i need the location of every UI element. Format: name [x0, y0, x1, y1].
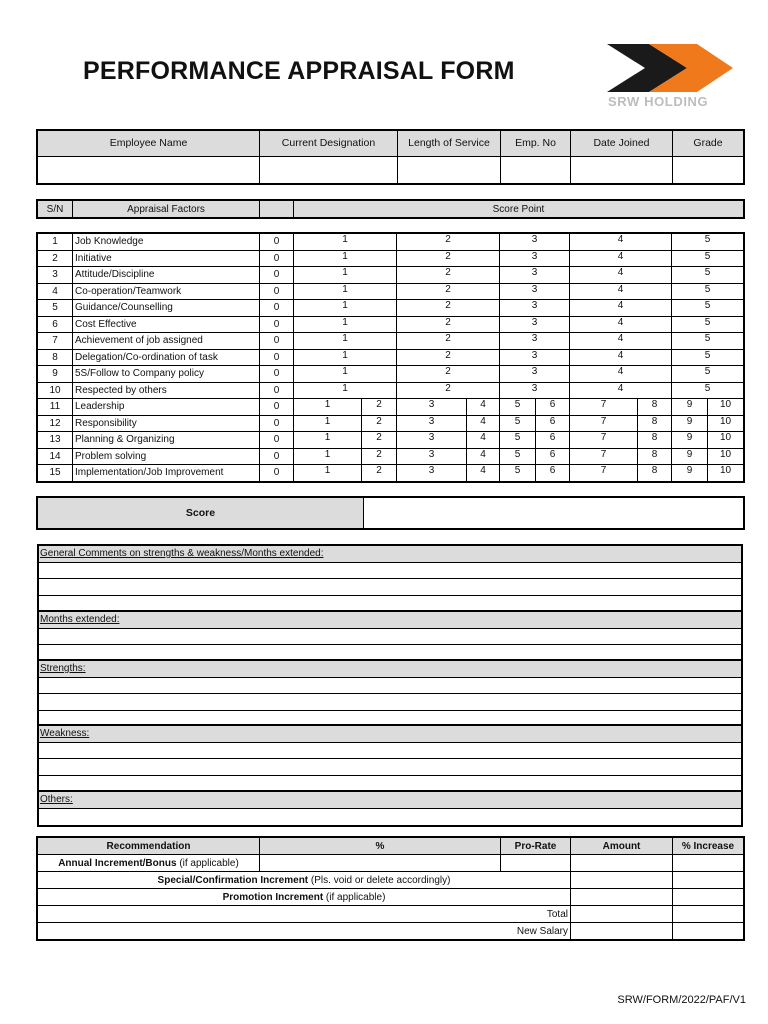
score-option-4[interactable]: 4 [570, 382, 672, 399]
employee-name-field[interactable] [38, 157, 260, 184]
weakness-line[interactable] [39, 759, 741, 776]
annual-increment-label: Annual Increment/Bonus (if applicable) [38, 855, 260, 872]
factor-sn: 6 [38, 316, 73, 333]
score-option-1[interactable]: 1 [294, 366, 397, 383]
score-option-4[interactable]: 4 [467, 399, 500, 416]
new-salary-label: New Salary [38, 923, 571, 940]
score-option-7[interactable]: 7 [570, 415, 638, 432]
score-option-2[interactable]: 2 [397, 234, 500, 251]
score-option-5[interactable]: 5 [500, 415, 536, 432]
score-option-6[interactable]: 6 [536, 415, 570, 432]
score-option-1[interactable]: 1 [294, 465, 362, 482]
score-option-5[interactable]: 5 [500, 465, 536, 482]
score-option-3[interactable]: 3 [500, 300, 570, 317]
score-option-4[interactable]: 4 [570, 316, 672, 333]
score-option-0[interactable]: 0 [260, 267, 294, 284]
factor-sn: 12 [38, 415, 73, 432]
score-option-1[interactable]: 1 [294, 448, 362, 465]
promotion-amount-field[interactable] [571, 889, 673, 906]
promotion-increase-field[interactable] [673, 889, 744, 906]
score-option-4[interactable]: 4 [570, 349, 672, 366]
strengths-box [37, 659, 743, 729]
promotion-increment-label: Promotion Increment (if applicable) [38, 889, 571, 906]
score-option-8[interactable]: 8 [638, 415, 672, 432]
score-option-3[interactable]: 3 [397, 415, 467, 432]
annual-amount-field[interactable] [571, 855, 673, 872]
factor-name: 5S/Follow to Company policy [73, 366, 260, 383]
score-option-5[interactable]: 5 [672, 316, 744, 333]
factor-name: Achievement of job assigned [73, 333, 260, 350]
score-option-2[interactable]: 2 [397, 333, 500, 350]
factors-header-table [37, 200, 744, 218]
score-option-0[interactable]: 0 [260, 465, 294, 482]
score-option-3[interactable]: 3 [500, 316, 570, 333]
score-option-1[interactable]: 1 [294, 250, 397, 267]
factor-sn: 5 [38, 300, 73, 317]
score-option-9[interactable]: 9 [672, 415, 708, 432]
others-line[interactable] [39, 809, 741, 826]
factor-sn: 3 [38, 267, 73, 284]
score-option-2[interactable]: 2 [397, 366, 500, 383]
factor-name: Guidance/Counselling [73, 300, 260, 317]
score-option-2[interactable]: 2 [362, 465, 397, 482]
score-option-3[interactable]: 3 [500, 267, 570, 284]
total-amount-field[interactable] [571, 906, 673, 923]
score-option-3[interactable]: 3 [500, 234, 570, 251]
score-option-3[interactable]: 3 [500, 366, 570, 383]
score-option-1[interactable]: 1 [294, 267, 397, 284]
score-option-3[interactable]: 3 [500, 283, 570, 300]
total-increase-field[interactable] [673, 906, 744, 923]
factor-row [38, 283, 744, 300]
score-option-1[interactable]: 1 [294, 300, 397, 317]
factor-sn: 1 [38, 234, 73, 251]
factor-name: Co-operation/Teamwork [73, 283, 260, 300]
factor-row [38, 267, 744, 284]
factor-sn: 9 [38, 366, 73, 383]
score-option-2[interactable]: 2 [397, 382, 500, 399]
score-option-1[interactable]: 1 [294, 333, 397, 350]
special-increment-label: Special/Confirmation Increment (Pls. void or delete accordingly) [38, 872, 571, 889]
score-option-7[interactable]: 7 [570, 432, 638, 449]
factor-row [38, 366, 744, 383]
factor-name: Responsibility [73, 415, 260, 432]
score-option-5[interactable]: 5 [672, 349, 744, 366]
header-employee-name: Employee Name [38, 131, 260, 157]
score-option-3[interactable]: 3 [397, 432, 467, 449]
form-code: SRW/FORM/2022/PAF/V1 [617, 994, 746, 1006]
logo-text: SRW HOLDING [608, 94, 709, 109]
others-box [37, 790, 743, 827]
factor-row [38, 415, 744, 432]
score-option-5[interactable]: 5 [672, 250, 744, 267]
score-option-4[interactable]: 4 [467, 415, 500, 432]
factor-sn: 15 [38, 465, 73, 482]
score-option-2[interactable]: 2 [397, 300, 500, 317]
score-option-5[interactable]: 5 [672, 283, 744, 300]
header-emp-no: Emp. No [501, 131, 571, 157]
strengths-label: Strengths: [39, 661, 741, 678]
designation-field[interactable] [260, 157, 398, 184]
score-option-8[interactable]: 8 [638, 432, 672, 449]
score-option-10[interactable]: 10 [708, 465, 744, 482]
score-option-0[interactable]: 0 [260, 300, 294, 317]
factor-name: Job Knowledge [73, 234, 260, 251]
score-option-3[interactable]: 3 [500, 349, 570, 366]
factor-sn: 2 [38, 250, 73, 267]
score-option-7[interactable]: 7 [570, 399, 638, 416]
score-option-4[interactable]: 4 [467, 432, 500, 449]
score-label: Score [38, 498, 364, 529]
score-option-2[interactable]: 2 [362, 448, 397, 465]
score-option-10[interactable]: 10 [708, 432, 744, 449]
score-option-8[interactable]: 8 [638, 465, 672, 482]
weakness-label: Weakness: [39, 726, 741, 743]
score-option-1[interactable]: 1 [294, 234, 397, 251]
score-option-0[interactable]: 0 [260, 366, 294, 383]
score-option-0[interactable]: 0 [260, 399, 294, 416]
score-option-0[interactable]: 0 [260, 234, 294, 251]
score-option-2[interactable]: 2 [397, 349, 500, 366]
factor-row [38, 333, 744, 350]
score-option-0[interactable]: 0 [260, 333, 294, 350]
others-label: Others: [39, 792, 741, 809]
score-option-3[interactable]: 3 [500, 333, 570, 350]
score-option-3[interactable]: 3 [397, 448, 467, 465]
score-option-5[interactable]: 5 [672, 333, 744, 350]
factor-row [38, 465, 744, 482]
score-option-4[interactable]: 4 [570, 366, 672, 383]
header-grade: Grade [673, 131, 744, 157]
score-table [37, 497, 744, 529]
months-extended-label: Months extended: [39, 612, 741, 629]
weakness-box [37, 724, 743, 794]
score-option-5[interactable]: 5 [500, 432, 536, 449]
recommendation-table [37, 837, 744, 940]
months-extended-box [37, 610, 743, 664]
score-option-0[interactable]: 0 [260, 316, 294, 333]
score-option-8[interactable]: 8 [638, 399, 672, 416]
score-option-2[interactable]: 2 [397, 267, 500, 284]
score-field[interactable] [364, 498, 744, 529]
factor-row [38, 382, 744, 399]
score-option-1[interactable]: 1 [294, 432, 362, 449]
factor-name: Leadership [73, 399, 260, 416]
factor-sn: 14 [38, 448, 73, 465]
date-joined-field[interactable] [571, 157, 673, 184]
score-option-7[interactable]: 7 [570, 448, 638, 465]
annual-pro-rate-field[interactable] [501, 855, 571, 872]
factor-row [38, 316, 744, 333]
score-option-0[interactable]: 0 [260, 432, 294, 449]
score-option-4[interactable]: 4 [570, 333, 672, 350]
months-extended-line[interactable] [39, 629, 741, 646]
score-option-5[interactable]: 5 [500, 399, 536, 416]
factor-name: Problem solving [73, 448, 260, 465]
grade-field[interactable] [673, 157, 744, 184]
general-comments-label: General Comments on strengths & weakness/Months extended: [39, 546, 741, 563]
factor-sn: 11 [38, 399, 73, 416]
factor-row [38, 250, 744, 267]
weakness-line[interactable] [39, 743, 741, 760]
score-option-2[interactable]: 2 [397, 283, 500, 300]
header-date-joined: Date Joined [571, 131, 673, 157]
general-comments-line[interactable] [39, 579, 741, 596]
factor-sn: 10 [38, 382, 73, 399]
score-option-7[interactable]: 7 [570, 465, 638, 482]
score-option-0[interactable]: 0 [260, 349, 294, 366]
score-option-4[interactable]: 4 [570, 234, 672, 251]
score-option-3[interactable]: 3 [397, 465, 467, 482]
score-option-4[interactable]: 4 [570, 267, 672, 284]
header-percent-increase: % Increase [673, 838, 744, 855]
factor-sn: 8 [38, 349, 73, 366]
header-recommendation: Recommendation [38, 838, 260, 855]
factor-sn: 4 [38, 283, 73, 300]
score-option-6[interactable]: 6 [536, 432, 570, 449]
score-option-10[interactable]: 10 [708, 448, 744, 465]
score-option-5[interactable]: 5 [672, 382, 744, 399]
score-option-10[interactable]: 10 [708, 399, 744, 416]
score-option-4[interactable]: 4 [467, 465, 500, 482]
general-comments-box [37, 544, 743, 614]
score-option-4[interactable]: 4 [467, 448, 500, 465]
score-option-9[interactable]: 9 [672, 432, 708, 449]
score-option-2[interactable]: 2 [362, 399, 397, 416]
score-option-5[interactable]: 5 [672, 234, 744, 251]
score-option-1[interactable]: 1 [294, 382, 397, 399]
total-label: Total [38, 906, 571, 923]
header-pro-rate: Pro-Rate [501, 838, 571, 855]
score-option-2[interactable]: 2 [397, 250, 500, 267]
factor-row [38, 234, 744, 251]
new-salary-amount-field[interactable] [571, 923, 673, 940]
score-option-4[interactable]: 4 [570, 283, 672, 300]
score-option-1[interactable]: 1 [294, 316, 397, 333]
factor-name: Implementation/Job Improvement [73, 465, 260, 482]
score-option-3[interactable]: 3 [500, 250, 570, 267]
factor-row [38, 432, 744, 449]
score-option-0[interactable]: 0 [260, 283, 294, 300]
factor-row [38, 300, 744, 317]
score-option-4[interactable]: 4 [570, 300, 672, 317]
general-comments-line[interactable] [39, 563, 741, 580]
header-score-point: Score Point [294, 201, 744, 218]
special-amount-field[interactable] [571, 872, 673, 889]
score-option-3[interactable]: 3 [397, 399, 467, 416]
page-title: PERFORMANCE APPRAISAL FORM [83, 57, 515, 85]
header-amount: Amount [571, 838, 673, 855]
score-option-5[interactable]: 5 [500, 448, 536, 465]
score-option-1[interactable]: 1 [294, 283, 397, 300]
header-appraisal-factors: Appraisal Factors [73, 201, 260, 218]
length-of-service-field[interactable] [398, 157, 501, 184]
score-option-6[interactable]: 6 [536, 448, 570, 465]
score-option-10[interactable]: 10 [708, 415, 744, 432]
factor-name: Cost Effective [73, 316, 260, 333]
score-option-4[interactable]: 4 [570, 250, 672, 267]
factor-row [38, 448, 744, 465]
score-option-1[interactable]: 1 [294, 349, 397, 366]
header-percent: % [260, 838, 501, 855]
score-option-0[interactable]: 0 [260, 415, 294, 432]
factor-sn: 13 [38, 432, 73, 449]
score-option-5[interactable]: 5 [672, 267, 744, 284]
factor-name: Delegation/Co-ordination of task [73, 349, 260, 366]
annual-percent-field[interactable] [260, 855, 501, 872]
factor-name: Initiative [73, 250, 260, 267]
strengths-line[interactable] [39, 694, 741, 711]
score-option-9[interactable]: 9 [672, 448, 708, 465]
score-option-1[interactable]: 1 [294, 415, 362, 432]
employee-info-table [37, 130, 744, 184]
new-salary-increase-field[interactable] [673, 923, 744, 940]
score-option-2[interactable]: 2 [362, 415, 397, 432]
emp-no-field[interactable] [501, 157, 571, 184]
score-option-9[interactable]: 9 [672, 465, 708, 482]
factor-name: Planning & Organizing [73, 432, 260, 449]
score-option-0[interactable]: 0 [260, 448, 294, 465]
score-option-2[interactable]: 2 [397, 316, 500, 333]
factor-name: Respected by others [73, 382, 260, 399]
score-option-0[interactable]: 0 [260, 382, 294, 399]
score-option-5[interactable]: 5 [672, 300, 744, 317]
score-option-3[interactable]: 3 [500, 382, 570, 399]
score-option-2[interactable]: 2 [362, 432, 397, 449]
header-zero-col [260, 201, 294, 218]
header-length-of-service: Length of Service [398, 131, 501, 157]
factor-sn: 7 [38, 333, 73, 350]
strengths-line[interactable] [39, 678, 741, 695]
score-option-9[interactable]: 9 [672, 399, 708, 416]
annual-increase-field[interactable] [673, 855, 744, 872]
header-current-designation: Current Designation [260, 131, 398, 157]
factor-row [38, 349, 744, 366]
score-option-5[interactable]: 5 [672, 366, 744, 383]
factor-name: Attitude/Discipline [73, 267, 260, 284]
score-option-6[interactable]: 6 [536, 399, 570, 416]
factor-row [38, 399, 744, 416]
score-option-0[interactable]: 0 [260, 250, 294, 267]
score-option-1[interactable]: 1 [294, 399, 362, 416]
appraisal-factors-table [37, 233, 744, 482]
score-option-6[interactable]: 6 [536, 465, 570, 482]
score-option-8[interactable]: 8 [638, 448, 672, 465]
special-increase-field[interactable] [673, 872, 744, 889]
header-sn: S/N [38, 201, 73, 218]
